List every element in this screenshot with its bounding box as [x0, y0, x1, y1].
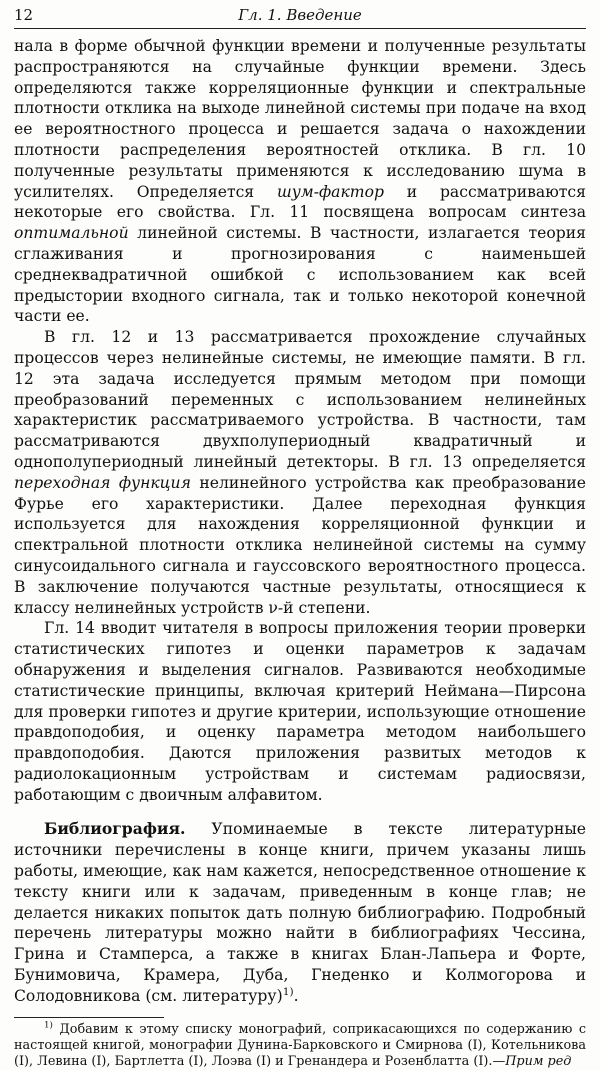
- text-run: Гл. 14 вводит читателя в вопросы приложения теории проверки статистических гипотез и оценки параметров к задачам обнаружения и выделения сигналов. Развиваются необходимые статистические принципы, включая критерий Неймана—Пирсона для проверки гипотез и другие критерии, использующие отношение правдоподобия, и оценку параметра методом наибольшего правдоподобия. Даются приложения развитых методов к радиолокационным устройствам и системам радиосвязи, работающим с двоичным алфавитом.: [14, 619, 586, 804]
- text-run: нала в форме обычной функции времени и полученные результаты распространяются на случайные функции времени. Здесь определяются также корреляционные функции и спектральные плотности отклика на выходе линейной системы при подаче на вход ее вероятностного процесса и решается задача о нахождении плотности распределения вероятностей отклика. В гл. 10 полученные результаты применяются к исследованию шума в усилителях. Определяется: [14, 37, 586, 201]
- text-run: и рассматриваются некоторые его свойства. Гл. 11 посвящена вопросам синтеза: [14, 182, 586, 222]
- paragraph-1: [14, 36, 586, 327]
- page-body: [14, 36, 586, 1070]
- paragraph-3: [14, 618, 586, 805]
- italic-term-perekhodnaya-funktsiya: переходная функция: [14, 473, 191, 492]
- bibliography-text: Упоминаемые в тексте литературные источники перечислены в конце книги, причем указаны лишь работы, имеющие, как нам кажется, непосредственное отношение к тексту книги или к задачам, приведенным в конце глав; не делается никаких попыток дать полную библиографию. Подробный перечень литературы можно найти в библиографиях Чессина, Грина и Стамперса, а также в книгах Блан-Лапьера и Форте, Бунимовича, Крамера, Дуба, Гнеденко и Колмогорова и Солодовникова (см. литературу): [14, 820, 586, 1005]
- footnote-text: Добавим к этому списку монографий, соприкасающихся по содержанию с настоящей книгой, монографии Дунина-Барковского и Смирнова (I), Котельникова (I), Левина (I), Бартлетта (I), Лоэва (I) и Гренандера и Розенблатта (I).—: [14, 1021, 586, 1069]
- paragraph-2: [14, 327, 586, 618]
- footnote-mark: 1): [44, 1020, 53, 1031]
- text-run: В гл. 12 и 13 рассматривается прохождение случайных процессов через нелинейные системы, не имеющие памяти. В гл. 12 эта задача исследуется прямым методом при помощи преобразований переменных с использованием нелинейных характеристик рассматриваемого устройства. В частности, там рассматриваются двухполупериодный квадратичный и однополупериодный линейный детекторы. В гл. 13 определяется: [14, 328, 586, 471]
- bibliography-end: .: [293, 986, 299, 1005]
- bibliography-paragraph: Библиография. Упоминаемые в тексте литературные источники перечислены в конце книги, причем указаны лишь работы, имеющие, как нам кажется, непосредственное отношение к тексту книги или к задачам, приведенным в конце глав; не делается никаких попыток дать полную библиографию. Подробный перечень литературы можно найти в библиографиях Чессина, Грина и Стамперса, а также в книгах Блан-Лапьера и Форте, Бунимовича, Крамера, Дуба, Гнеденко и Колмогорова и Солодовникова (см. литературу)$^{1)}$.: [14, 819, 586, 1005]
- footnote-signature: Прим ред: [505, 1053, 572, 1069]
- footnote: [14, 1022, 586, 1070]
- text-run: нелинейного устройства как преобразование Фурье его характеристики. Далее переходная функция используется для нахождения корреляционной функции и спектральной плотности отклика нелинейной системы на сумму синусоидального сигнала и гауссовского вероятностного процесса. В заключение получаются частные результаты, относящиеся к классу нелинейных устройств ν-й степени.: [14, 473, 586, 617]
- italic-term-shum-faktor: шум-фактор: [276, 182, 384, 201]
- italic-term-optimal: оптимальной: [14, 224, 129, 243]
- page-header: [14, 4, 586, 29]
- footnote-reference[interactable]: 1: [282, 985, 290, 998]
- chapter-title: Гл. 1. Введение: [238, 6, 362, 24]
- bibliography-heading: Библиография.: [44, 819, 186, 839]
- text-run: линейной системы. В частности, излагается теория сглаживания и прогнозирования с наименьшей среднеквадратичной ошибкой с использованием как всей предыстории входного сигнала, так и только некоторой конечной части ее.: [14, 224, 586, 326]
- page-number: 12: [14, 6, 34, 24]
- footnote-divider: [14, 1017, 164, 1018]
